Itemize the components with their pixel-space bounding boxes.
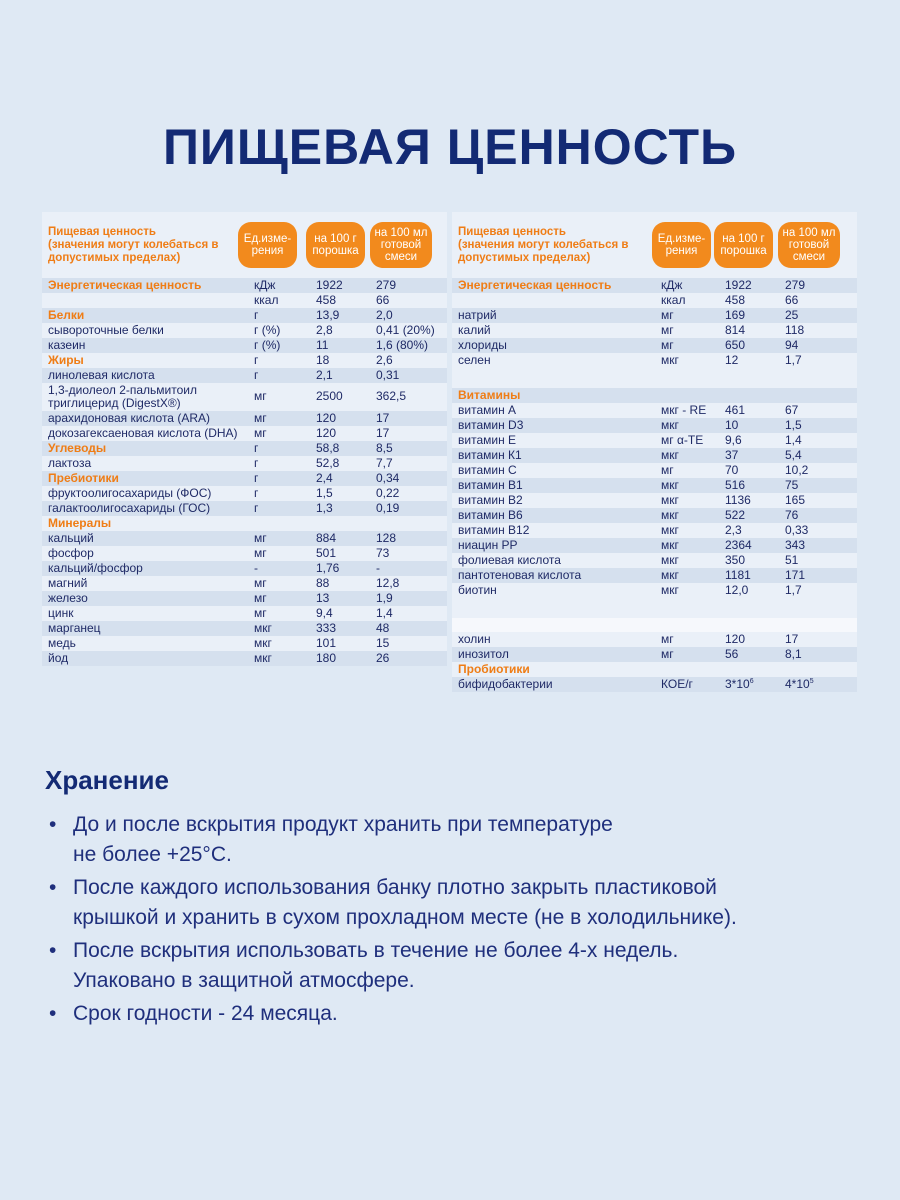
table-row: кальций/фосфор - 1,76 - [42, 561, 447, 576]
table-row: хлориды мг 650 94 [452, 338, 857, 353]
storage-list [45, 810, 865, 1029]
table-header [42, 212, 447, 278]
table-row: селен мкг 12 1,7 [458, 353, 802, 367]
list-item: • После каждого использования банку плотно закрыть пластиковой крышкой и хранить в сухом прохладном месте (не в холодильнике). [45, 873, 865, 933]
per-100g-column-header: на 100 г порошка [714, 222, 773, 268]
table-row: лактоза г 52,8 7,7 [48, 456, 393, 470]
table-row: фосфор мг 501 73 [48, 546, 390, 560]
table-row: Пробиотики [458, 662, 530, 676]
spacer-row [452, 598, 857, 618]
table-row: Энергетическая ценность кДж 1922 279 [452, 278, 857, 293]
table-row: ниацин РР мкг 2364 343 [452, 538, 857, 553]
list-item: • Срок годности - 24 месяца. [45, 999, 865, 1029]
table-row: арахидоновая кислота (ARA) мг 120 17 [42, 411, 447, 426]
header-label: Пищевая ценность (значения могут колебаться в допустимых пределах) [458, 226, 629, 264]
list-item: • До и после вскрытия продукт хранить при температуре не более +25°С. [45, 810, 865, 870]
table-row: инозитол мг 56 8,1 [452, 647, 857, 662]
unit-column-header: Ед.изме- рения [652, 222, 711, 268]
table-row: витамин Е мг α-ТЕ 9,6 1,4 [458, 433, 802, 447]
table-row: витамин D3 мкг 10 1,5 [452, 418, 857, 433]
per-100g-column-header: на 100 г порошка [306, 222, 365, 268]
table-row: Витамины [452, 388, 857, 403]
table-row: казеин г (%) 11 1,6 (80%) [42, 338, 447, 353]
table-row: 1,3-диолеол 2-пальмитоил триглицерид (DigestX®) мг 2500 362,5 [48, 383, 407, 410]
table-row: витамин В2 мкг 1136 165 [458, 493, 806, 507]
table-row: магний мг 88 12,8 [48, 576, 400, 590]
table-row: кальций мг 884 128 [42, 531, 447, 546]
table-row: медь мкг 101 15 [48, 636, 390, 650]
storage-section [45, 765, 865, 1032]
table-row: Белки г 13,9 2,0 [42, 308, 447, 323]
table-row: фруктоолигосахариды (ФОС) г 1,5 0,22 [48, 486, 400, 500]
table-row: Минералы [48, 516, 112, 530]
table-row: витамин А мкг - RE 461 67 [458, 403, 799, 417]
table-row: натрий мг 169 25 [452, 308, 857, 323]
unit-column-header: Ед.изме- рения [238, 222, 297, 268]
per-100ml-column-header: на 100 мл готовой смеси [370, 222, 432, 268]
table-row: витамин В12 мкг 2,3 0,33 [458, 523, 809, 537]
table-row: железо мг 13 1,9 [42, 591, 447, 606]
table-row: витамин В6 мкг 522 76 [452, 508, 857, 523]
table-row: цинк мг 9,4 1,4 [48, 606, 393, 620]
list-item: • После вскрытия использовать в течение не более 4-х недель. Упаковано в защитной атмосфере. [45, 936, 865, 996]
table-row: калий мг 814 118 [458, 323, 805, 337]
header-label: Пищевая ценность (значения могут колебаться в допустимых пределах) [48, 226, 219, 264]
table-row: холин мг 120 17 [458, 632, 799, 646]
table-row: сывороточные белки г (%) 2,8 0,41 (20%) [48, 323, 435, 337]
table-row: витамин В1 мкг 516 75 [452, 478, 857, 493]
table-row: ккал 458 66 [661, 293, 799, 307]
table-row: Энергетическая ценность кДж 1922 279 [42, 278, 447, 293]
table-row: фолиевая кислота мкг 350 51 [458, 553, 799, 567]
table-row: витамин С мг 70 10,2 [458, 463, 809, 477]
table-row: пантотеновая кислота мкг 1181 171 [452, 568, 857, 583]
table-row: Пребиотики г 2,4 0,34 [42, 471, 447, 486]
table-row: линолевая кислота г 2,1 0,31 [42, 368, 447, 383]
table-row: йод мкг 180 26 [42, 651, 447, 666]
table-row: марганец мкг 333 48 [42, 621, 447, 636]
table-row: биотин мкг 12,0 1,7 [458, 583, 802, 597]
table-row: ккал 458 66 [254, 293, 390, 307]
spacer-row [452, 368, 857, 388]
table-row: Углеводы г 58,8 8,5 [42, 441, 447, 456]
table-row: Жиры г 18 2,6 [48, 353, 393, 367]
table-row: бифидобактерии КОЕ/г $3*10^6$ $4*10^5$ [452, 677, 857, 692]
page-title: ПИЩЕВАЯ ЦЕННОСТЬ [162, 119, 738, 175]
spacer-row [452, 618, 857, 632]
nutrition-table-right [452, 212, 857, 692]
table-row: докозагексаеновая кислота (DHA) мг 120 17 [48, 426, 390, 440]
table-row: витамин К1 мкг 37 5,4 [452, 448, 857, 463]
storage-heading: Хранение [45, 765, 169, 795]
nutrition-table-left [42, 212, 447, 666]
table-header [452, 212, 857, 278]
table-row: галактоолигосахариды (ГОС) г 1,3 0,19 [42, 501, 447, 516]
per-100ml-column-header: на 100 мл готовой смеси [778, 222, 840, 268]
